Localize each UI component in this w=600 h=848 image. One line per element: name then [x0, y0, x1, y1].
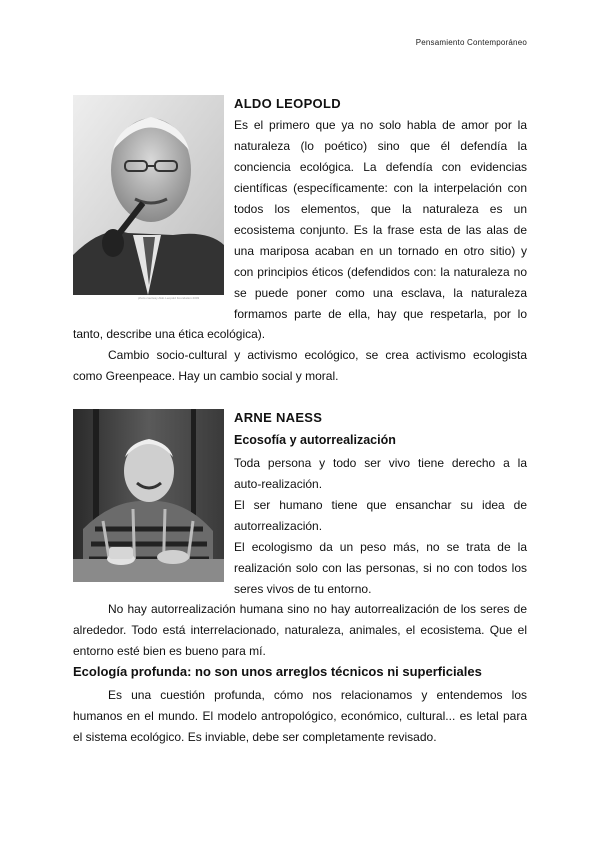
- leopold-line: todos los elementos, que la naturaleza es un: [234, 202, 527, 216]
- photo-credit: photo courtesy Aldo Leopold Foundation 2003: [138, 296, 200, 300]
- naess-line: autorrealización.: [234, 519, 323, 533]
- deep-ecology-line: humanos en el mundo. El modelo antropológico, económico, cultural... es letal para: [73, 709, 527, 723]
- naess-paragraph-line: alrededor. Todo está interrelacionado, naturaleza, animales, el ecosistema. Que el: [73, 623, 527, 637]
- naess-line: seres vivos de tu entorno.: [234, 582, 372, 596]
- naess-line: auto-realización.: [234, 477, 323, 491]
- leopold-heading: ALDO LEOPOLD: [234, 96, 341, 111]
- leopold-line: ecosistema conjunto. Es la frase esta de las alas de: [234, 223, 527, 237]
- naess-line: realización solo con las personas, si no con todos los: [234, 561, 527, 575]
- naess-line: Toda persona y todo ser vivo tiene derecho a la: [234, 456, 527, 470]
- deep-ecology-heading: Ecología profunda: no son unos arreglos técnicos ni superficiales: [73, 664, 482, 679]
- deep-ecology-line: Es una cuestión profunda, cómo nos relacionamos y entendemos los: [108, 688, 527, 702]
- leopold-line: naturaleza (lo poético) sino que él defendía la: [234, 139, 527, 153]
- leopold-line: se puede poner como una esclava, la naturaleza: [234, 286, 527, 300]
- naess-paragraph-line: No hay autorrealización humana sino no hay autorrealización de los seres de: [108, 602, 527, 616]
- leopold-paragraph-line: como Greenpeace. Hay un cambio social y moral.: [73, 369, 339, 383]
- leopold-line: tanto, describe una ética ecológica).: [73, 327, 266, 341]
- leopold-line: con principios éticos (defendidos con: la naturaleza no: [234, 265, 527, 279]
- leopold-line: formamos parte de ella, hay que respetarla, por lo: [234, 307, 527, 321]
- leopold-paragraph-line: Cambio socio-cultural y activismo ecológico, se crea activismo ecologista: [108, 348, 527, 362]
- running-header: Pensamiento Contemporáneo: [415, 38, 527, 47]
- aldo-leopold-photo: [73, 95, 224, 295]
- leopold-line: científicas (específicamente: con la interpelación con: [234, 181, 527, 195]
- leopold-line: Es el primero que ya no solo habla de amor por la: [234, 118, 527, 132]
- arne-naess-photo: [73, 409, 224, 582]
- naess-line: El ecologismo da un peso más, no se trata de la: [234, 540, 527, 554]
- leopold-line: conciencia ecológica. La defendía con evidencias: [234, 160, 527, 174]
- leopold-line: una mariposa acaban en un tornado en otro sitio) y: [234, 244, 527, 258]
- naess-line: El ser humano tiene que ensanchar su idea de: [234, 498, 527, 512]
- deep-ecology-line: el sistema ecológico. Es inviable, debe ser completamente revisado.: [73, 730, 437, 744]
- naess-paragraph-line: entorno esté bien es bueno para mí.: [73, 644, 266, 658]
- naess-heading: ARNE NAESS: [234, 410, 323, 425]
- naess-subtitle: Ecosofía y autorrealización: [234, 433, 396, 447]
